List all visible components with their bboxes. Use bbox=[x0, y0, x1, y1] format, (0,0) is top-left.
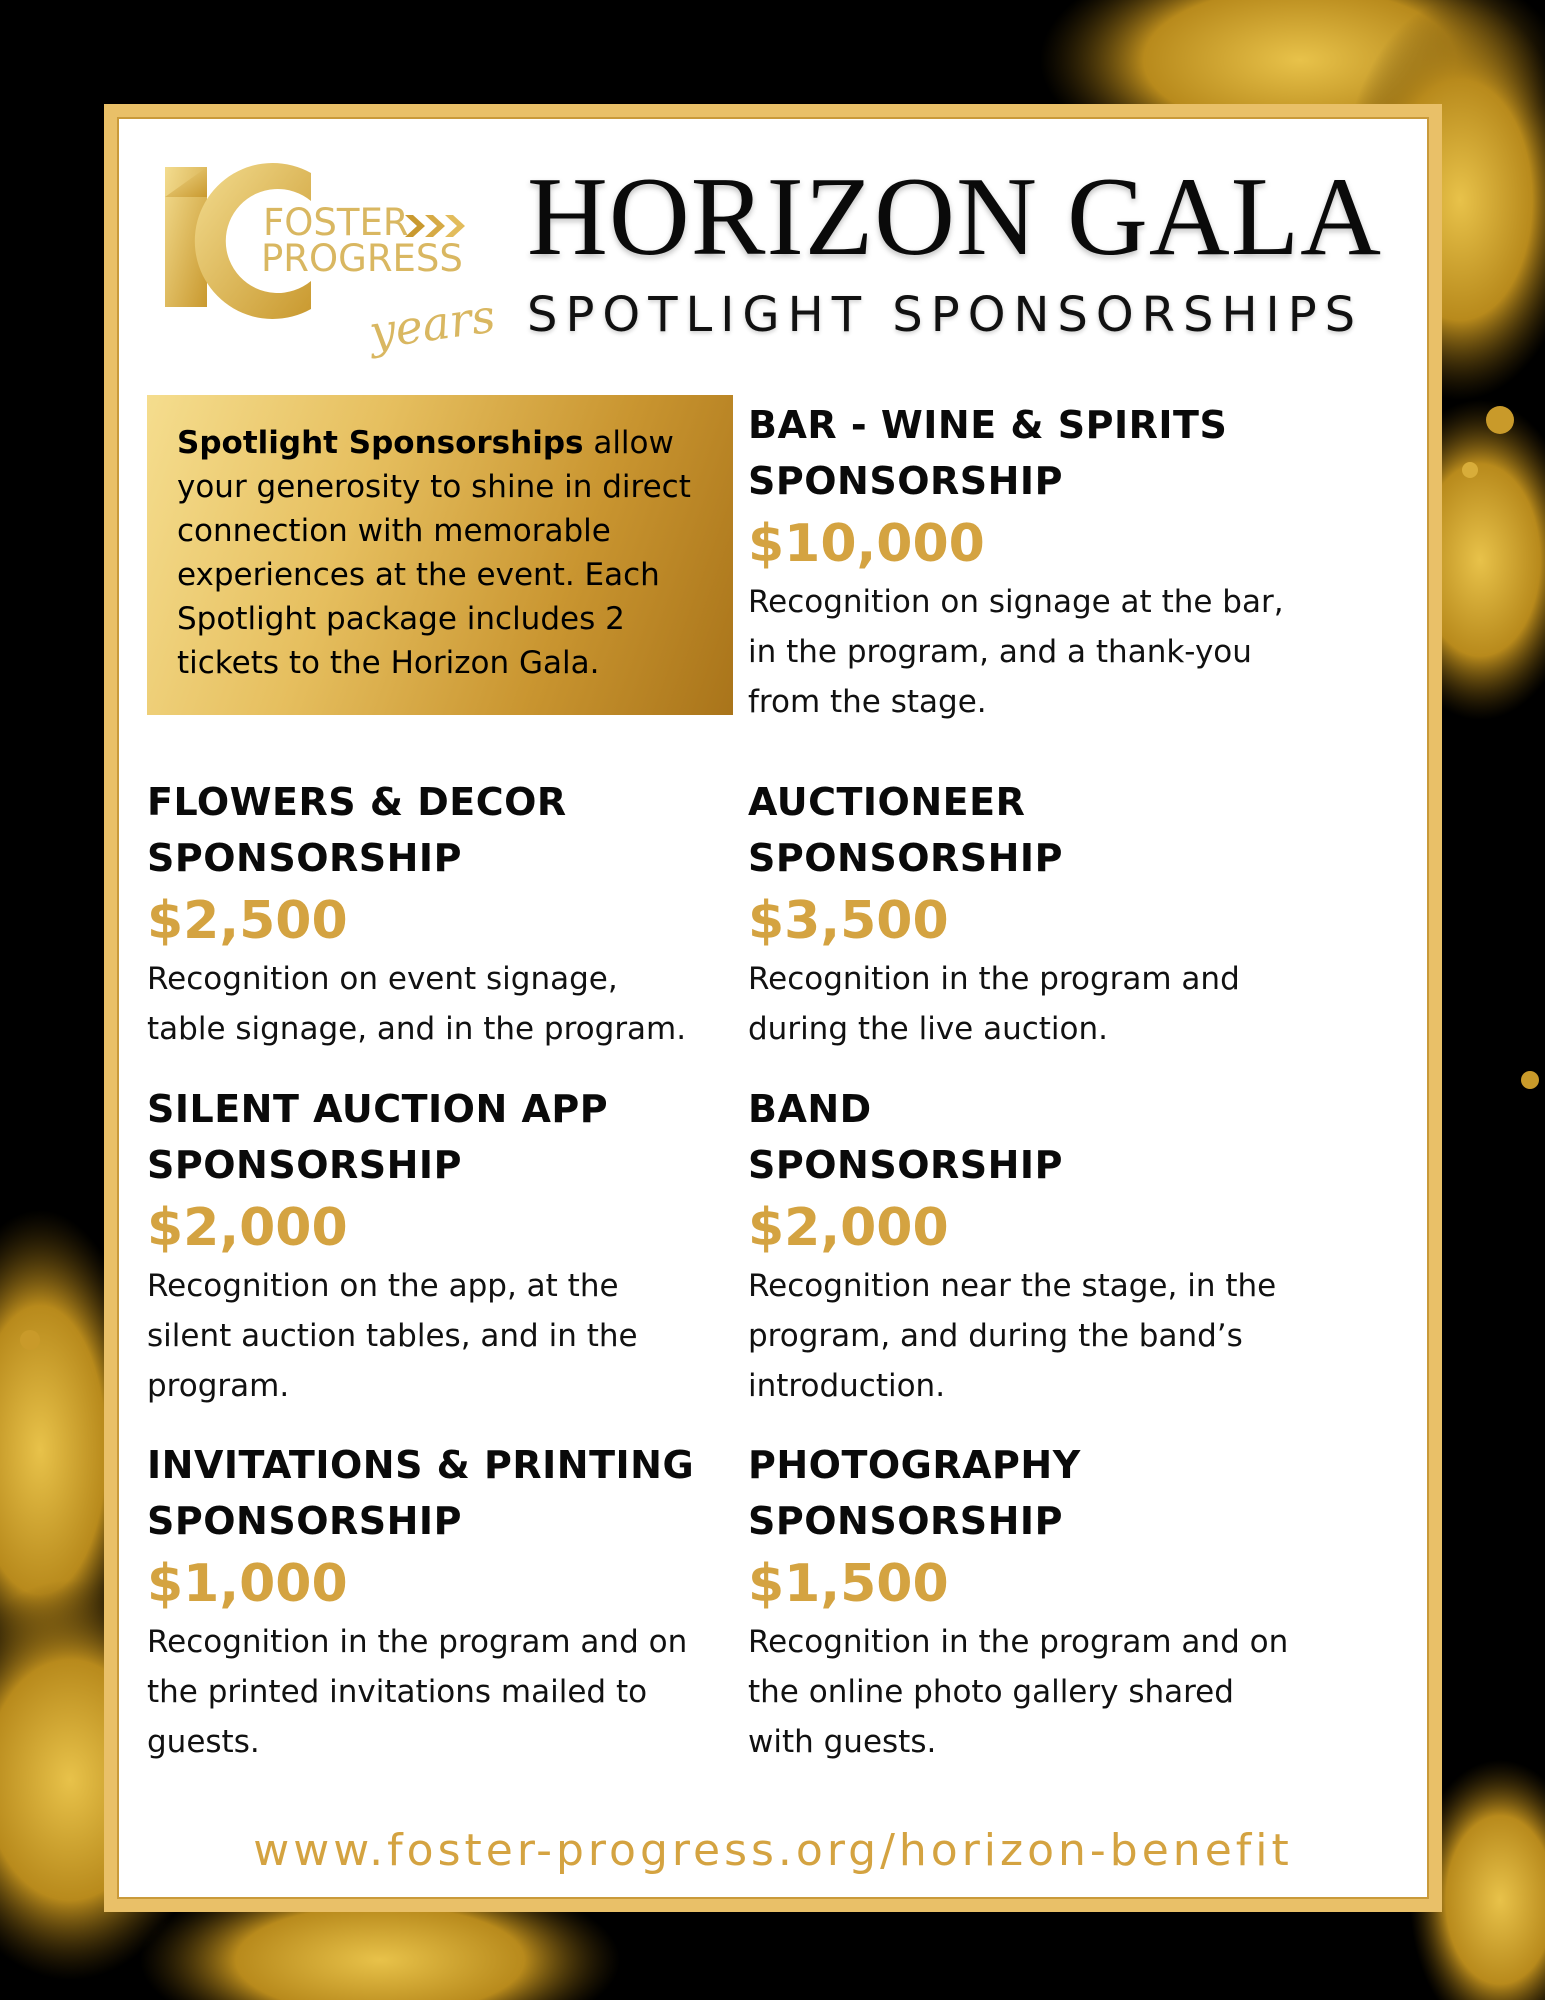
sponsorship-auctioneer bbox=[748, 774, 1338, 1054]
sponsorship-band bbox=[748, 1081, 1338, 1411]
sponsorship-description bbox=[147, 954, 737, 1054]
description-line: program, and during the band’s bbox=[748, 1318, 1243, 1354]
sponsorship-invitations bbox=[147, 1437, 737, 1767]
intro-box bbox=[147, 395, 733, 715]
logo-word-progress: PROGRESS bbox=[261, 237, 463, 280]
description-line: with guests. bbox=[748, 1724, 937, 1760]
sponsorship-price: $2,500 bbox=[147, 891, 348, 951]
sponsorship-price: $2,000 bbox=[147, 1198, 348, 1258]
sponsorship-flowers bbox=[147, 774, 737, 1054]
description-line: in the program, and a thank-you bbox=[748, 634, 1252, 670]
description-line: the printed invitations mailed to bbox=[147, 1674, 648, 1710]
logo-years-script: years bbox=[365, 288, 499, 360]
sponsorship-name: SILENT AUCTION APP bbox=[147, 1087, 609, 1131]
description-line: guests. bbox=[147, 1724, 260, 1760]
sponsorship-card bbox=[104, 104, 1442, 1912]
description-line: from the stage. bbox=[748, 684, 987, 720]
description-line: the online photo gallery shared bbox=[748, 1674, 1234, 1710]
sponsorship-description bbox=[748, 1617, 1338, 1767]
description-line: Recognition on the app, at the bbox=[147, 1268, 619, 1304]
sponsorship-name-suffix: SPONSORSHIP bbox=[748, 1143, 1063, 1187]
description-line: Recognition on signage at the bar, bbox=[748, 584, 1284, 620]
description-line: Recognition near the stage, in the bbox=[748, 1268, 1277, 1304]
foster-progress-logo bbox=[161, 157, 531, 407]
description-line: Recognition in the program and on bbox=[748, 1624, 1289, 1660]
intro-text: allow your generosity to shine in direct connection with memorable experiences at the event. Each Spotlight package includes 2 tickets to the Horizon Gala. bbox=[177, 425, 691, 681]
sponsorship-name-suffix: SPONSORSHIP bbox=[748, 836, 1063, 880]
sponsorship-name-suffix: SPONSORSHIP bbox=[147, 1499, 462, 1543]
sponsorship-name-suffix: SPONSORSHIP bbox=[748, 1499, 1063, 1543]
sponsorship-description bbox=[147, 1261, 737, 1411]
description-line: during the live auction. bbox=[748, 1011, 1109, 1047]
sponsorship-price: $2,000 bbox=[748, 1198, 949, 1258]
sponsorship-name: AUCTIONEER bbox=[748, 780, 1026, 824]
description-line: Recognition in the program and on bbox=[147, 1624, 688, 1660]
sponsorship-description bbox=[748, 577, 1338, 727]
logo-word-foster: FOSTER bbox=[263, 201, 409, 244]
sponsorship-name-suffix: SPONSORSHIP bbox=[748, 459, 1063, 503]
sponsorship-name: INVITATIONS & PRINTING bbox=[147, 1443, 695, 1487]
sponsorship-name-suffix: SPONSORSHIP bbox=[147, 836, 462, 880]
sponsorship-bar bbox=[748, 397, 1338, 727]
sponsorship-description bbox=[748, 1261, 1338, 1411]
sponsorship-price: $3,500 bbox=[748, 891, 949, 951]
description-line: introduction. bbox=[748, 1368, 946, 1404]
sponsorship-name: BAR - WINE & SPIRITS bbox=[748, 403, 1228, 447]
website-url[interactable]: www.foster-progress.org/horizon-benefit bbox=[253, 1825, 1293, 1876]
sponsorship-price: $1,000 bbox=[147, 1554, 348, 1614]
description-line: program. bbox=[147, 1368, 290, 1404]
sponsorship-photography bbox=[748, 1437, 1338, 1767]
description-line: table signage, and in the program. bbox=[147, 1011, 687, 1047]
sponsorship-name: BAND bbox=[748, 1087, 872, 1131]
sponsorship-description bbox=[147, 1617, 737, 1767]
intro-lead: Spotlight Sponsorships bbox=[177, 425, 584, 461]
chevrons-icon bbox=[403, 213, 473, 239]
description-line: Recognition on event signage, bbox=[147, 961, 618, 997]
description-line: silent auction tables, and in the bbox=[147, 1318, 638, 1354]
sponsorship-price: $10,000 bbox=[748, 514, 985, 574]
ten-years-logo-mark bbox=[161, 157, 531, 407]
sponsorship-silent-auction-app bbox=[147, 1081, 737, 1411]
description-line: Recognition in the program and bbox=[748, 961, 1240, 997]
page-subtitle: SPOTLIGHT SPONSORSHIPS bbox=[527, 287, 1364, 343]
sponsorship-description bbox=[748, 954, 1338, 1054]
sponsorship-name: PHOTOGRAPHY bbox=[748, 1443, 1081, 1487]
sponsorship-name: FLOWERS & DECOR bbox=[147, 780, 567, 824]
sponsorship-price: $1,500 bbox=[748, 1554, 949, 1614]
page-title: HORIZON GALA bbox=[527, 155, 1383, 279]
sponsorship-name-suffix: SPONSORSHIP bbox=[147, 1143, 462, 1187]
